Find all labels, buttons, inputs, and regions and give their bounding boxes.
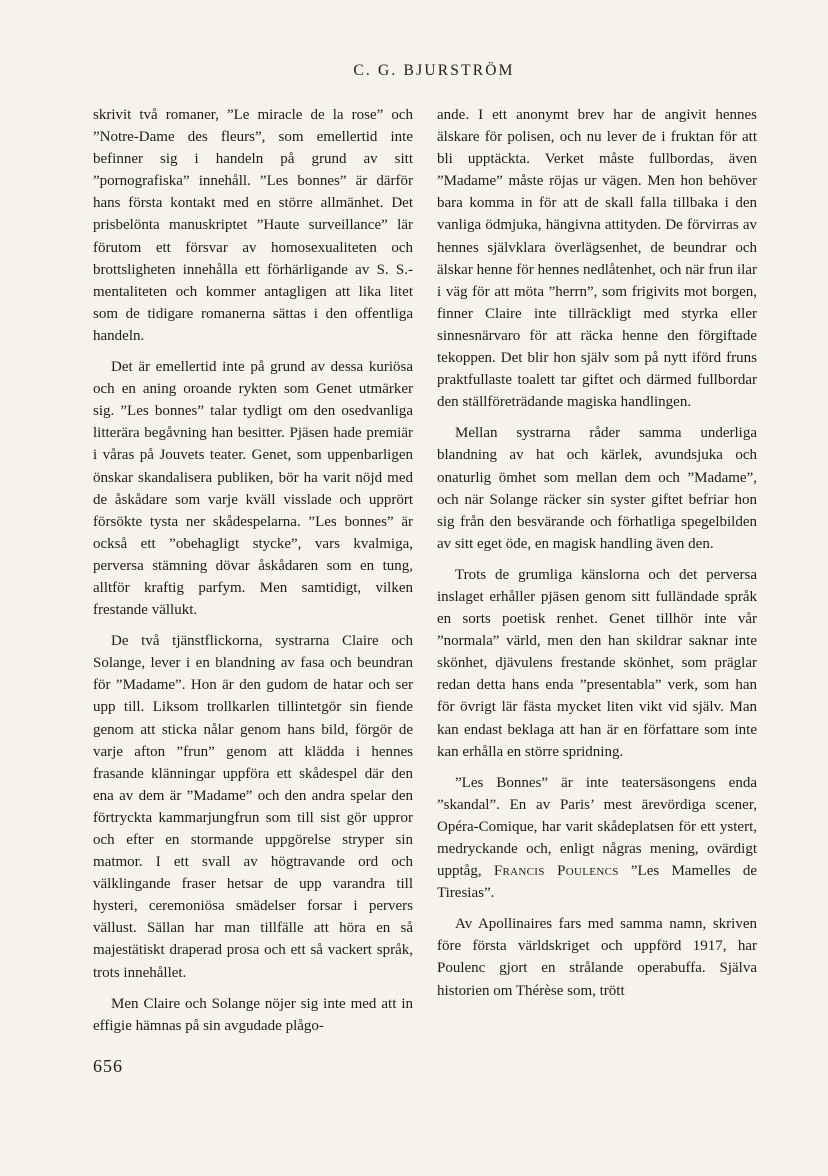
page-number: 656 bbox=[93, 1056, 123, 1076]
paragraph: Trots de grumliga känslorna och det perversa inslaget erhåller pjäsen genom sitt fulländade språk en sorts poetisk renhet. Genet tillhör inte vår ”normala” värld, men den han skildrar saknar inte skönhet, djävulens frestande skönhet, som präglar redan detta hans enda ”presentabla” verk, som han för övrigt lär fästa mycket liten vikt vid själv. Man kan endast beklaga att han är en författare som inte kan erhålla en större spridning. bbox=[437, 566, 757, 760]
paragraph: De två tjänstflickorna, systrarna Claire och Solange, lever i en blandning av fasa och beundran för ”Madame”. Hon är den gudom de hatar och ser upp till. Liksom trollkarlen tillintetgör sin fiende genom att sticka nålar genom hans bild, förgör de varje afton ”frun” genom att klädda i hennes frasande klänningar uppföra ett skådespel där den ena av dem är ”Madame” och den andra spelar den förtryckta kammarjungfrun som till sist gör uppror och efter en stormande uppgörelse stryper sin matmor. I ett svall av högtravande ord och välklingande fraser hetsar de upp varandra till hysteri, ceremoniösa smädelser forsar i pervers vällust. Sällan har man tillfälle att höra en så majestätiskt draperad prosa och ett så vackert språk, trots innehållet. bbox=[93, 633, 413, 981]
paragraph: ande. I ett anonymt brev har de angivit hennes älskare för polisen, och nu lever de i fruktan för att bli upptäckta. Verket måste fullbordas, även ”Madame” måste röjas ur vägen. Men hon behöver bara komma in för att de skall falla tillbaka i den vanliga ödmjuka, hängivna attityden. De förvirras av hennes självklara överlägsenhet, de beundrar och älskar henne för hennes nedlåtenhet, och när frun ilar i väg för att möta ”herrn”, som frigivits mot borgen, finner Claire inte tillräckligt med styrka eller sinnesnärvaro för att räcka henne den förgiftade tekoppen. Det blir hon själv som på nytt iförd fruns praktfullaste toalett tar giftet och därmed fullbordar den ställföreträdande magiska handlingen. bbox=[437, 107, 757, 411]
paragraph: Av Apollinaires fars med samma namn, skriven före första världskriget och uppförd 1917, har Poulenc gjort en strålande operabuffa. Själva historien om Thérèse som, trött bbox=[437, 916, 757, 999]
paragraph: skrivit två romaner, ”Le miracle de la rose” och ”Notre-Dame des fleurs”, som emellertid inte befinner sig i handeln på grund av sitt ”pornografiska” innehåll. ”Les bonnes” är därför hans första kontakt med en större allmänhet. Det prisbelönta manuskriptet ”Haute surveillance” lär förutom ett försvar av homosexualiteten och brottsligheten innehålla ett förhärligande av S. S.-mentaliteten och kommer antagligen att lika litet som de tidigare romanerna sättas i den offentliga handeln. bbox=[93, 107, 413, 344]
paragraph bbox=[437, 772, 757, 905]
right-column bbox=[437, 104, 757, 1011]
paragraph: Mellan systrarna råder samma underliga blandning av hat och kärlek, avundsjuka och onaturlig ömhet som mellan dem och ”Madame”, och när Solange räcker sin syster giftet befriar hon sig från den besvärande och förhatliga spegelbilden av sitt eget öde, en magisk handling även den. bbox=[437, 425, 757, 552]
left-column bbox=[93, 104, 413, 1046]
paragraph: Det är emellertid inte på grund av dessa kuriösa och en aning oroande rykten som Genet utmärker sig. ”Les bonnes” talar tydligt om den osedvanliga litterära begåvning han besitter. Pjäsen hade premiär i våras på Jouvets teater. Genet, som uppenbarligen önskar skandalisera publiken, bör ha varit nöjd med de åskådare som varje kväll visslade och upprört försökte tysta ner skådespelarna. ”Les bonnes” är också ett ”obehagligt stycke”, vars kvalmiga, perversa stämning dövar åskådaren som en tung, alltför kraftig parfym. Men samtidigt, vilken frestande vällukt. bbox=[93, 359, 413, 619]
paragraph-text: ”Les Bonnes” är inte teatersäsongens enda ”skandal”. En av Paris’ mest ärevördiga scener, Opéra-Comique, har varit skådeplatsen för ett ystert, medryckande och, enligt någras mening, ovärdigt upptåg, bbox=[437, 774, 757, 880]
composer-name: Francis Poulencs bbox=[493, 863, 619, 880]
paragraph: Men Claire och Solange nöjer sig inte med att in effigie hämnas på sin avgudade plågo- bbox=[93, 995, 413, 1034]
running-head: C. G. BJURSTRÖM bbox=[353, 62, 515, 79]
opera-title: ”Les Mamelles de Tiresias”. bbox=[437, 863, 758, 902]
